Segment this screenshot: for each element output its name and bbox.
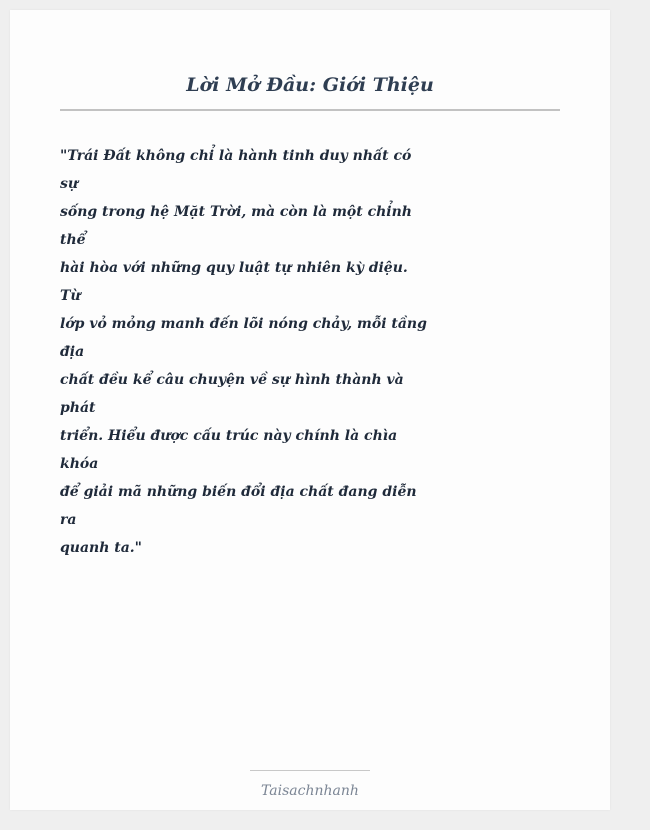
quote-line: để giải mã những biến đổi địa chất đang diễn <box>60 484 417 500</box>
quote-line: lớp vỏ mỏng manh đến lõi nóng chảy, mỗi tầng <box>60 316 427 332</box>
quote-line: Từ <box>60 288 81 304</box>
quote-line: khóa <box>60 456 99 472</box>
document-page <box>10 10 610 810</box>
footer-brand: Taisachnhanh <box>261 783 359 799</box>
quote-line: phát <box>60 400 96 416</box>
quote-line: triển. Hiểu được cấu trúc này chính là chìa <box>60 428 398 444</box>
quote-line: sống trong hệ Mặt Trời, mà còn là một chỉnh <box>60 204 412 220</box>
title-divider <box>60 109 560 111</box>
quote-line: "Trái Đất không chỉ là hành tinh duy nhất có <box>60 148 412 164</box>
quote-line: thể <box>60 232 86 248</box>
quote-line: ra <box>60 512 77 528</box>
footer-divider <box>250 770 370 771</box>
intro-quote <box>60 142 427 562</box>
quote-line: sự <box>60 176 79 192</box>
quote-line: hài hòa với những quy luật tự nhiên kỳ diệu. <box>60 260 408 276</box>
quote-line: chất đều kể câu chuyện về sự hình thành và <box>60 372 404 388</box>
quote-line: địa <box>60 344 85 360</box>
quote-line: quanh ta." <box>60 540 142 556</box>
page-title: Lời Mở Đầu: Giới Thiệu <box>186 74 434 96</box>
